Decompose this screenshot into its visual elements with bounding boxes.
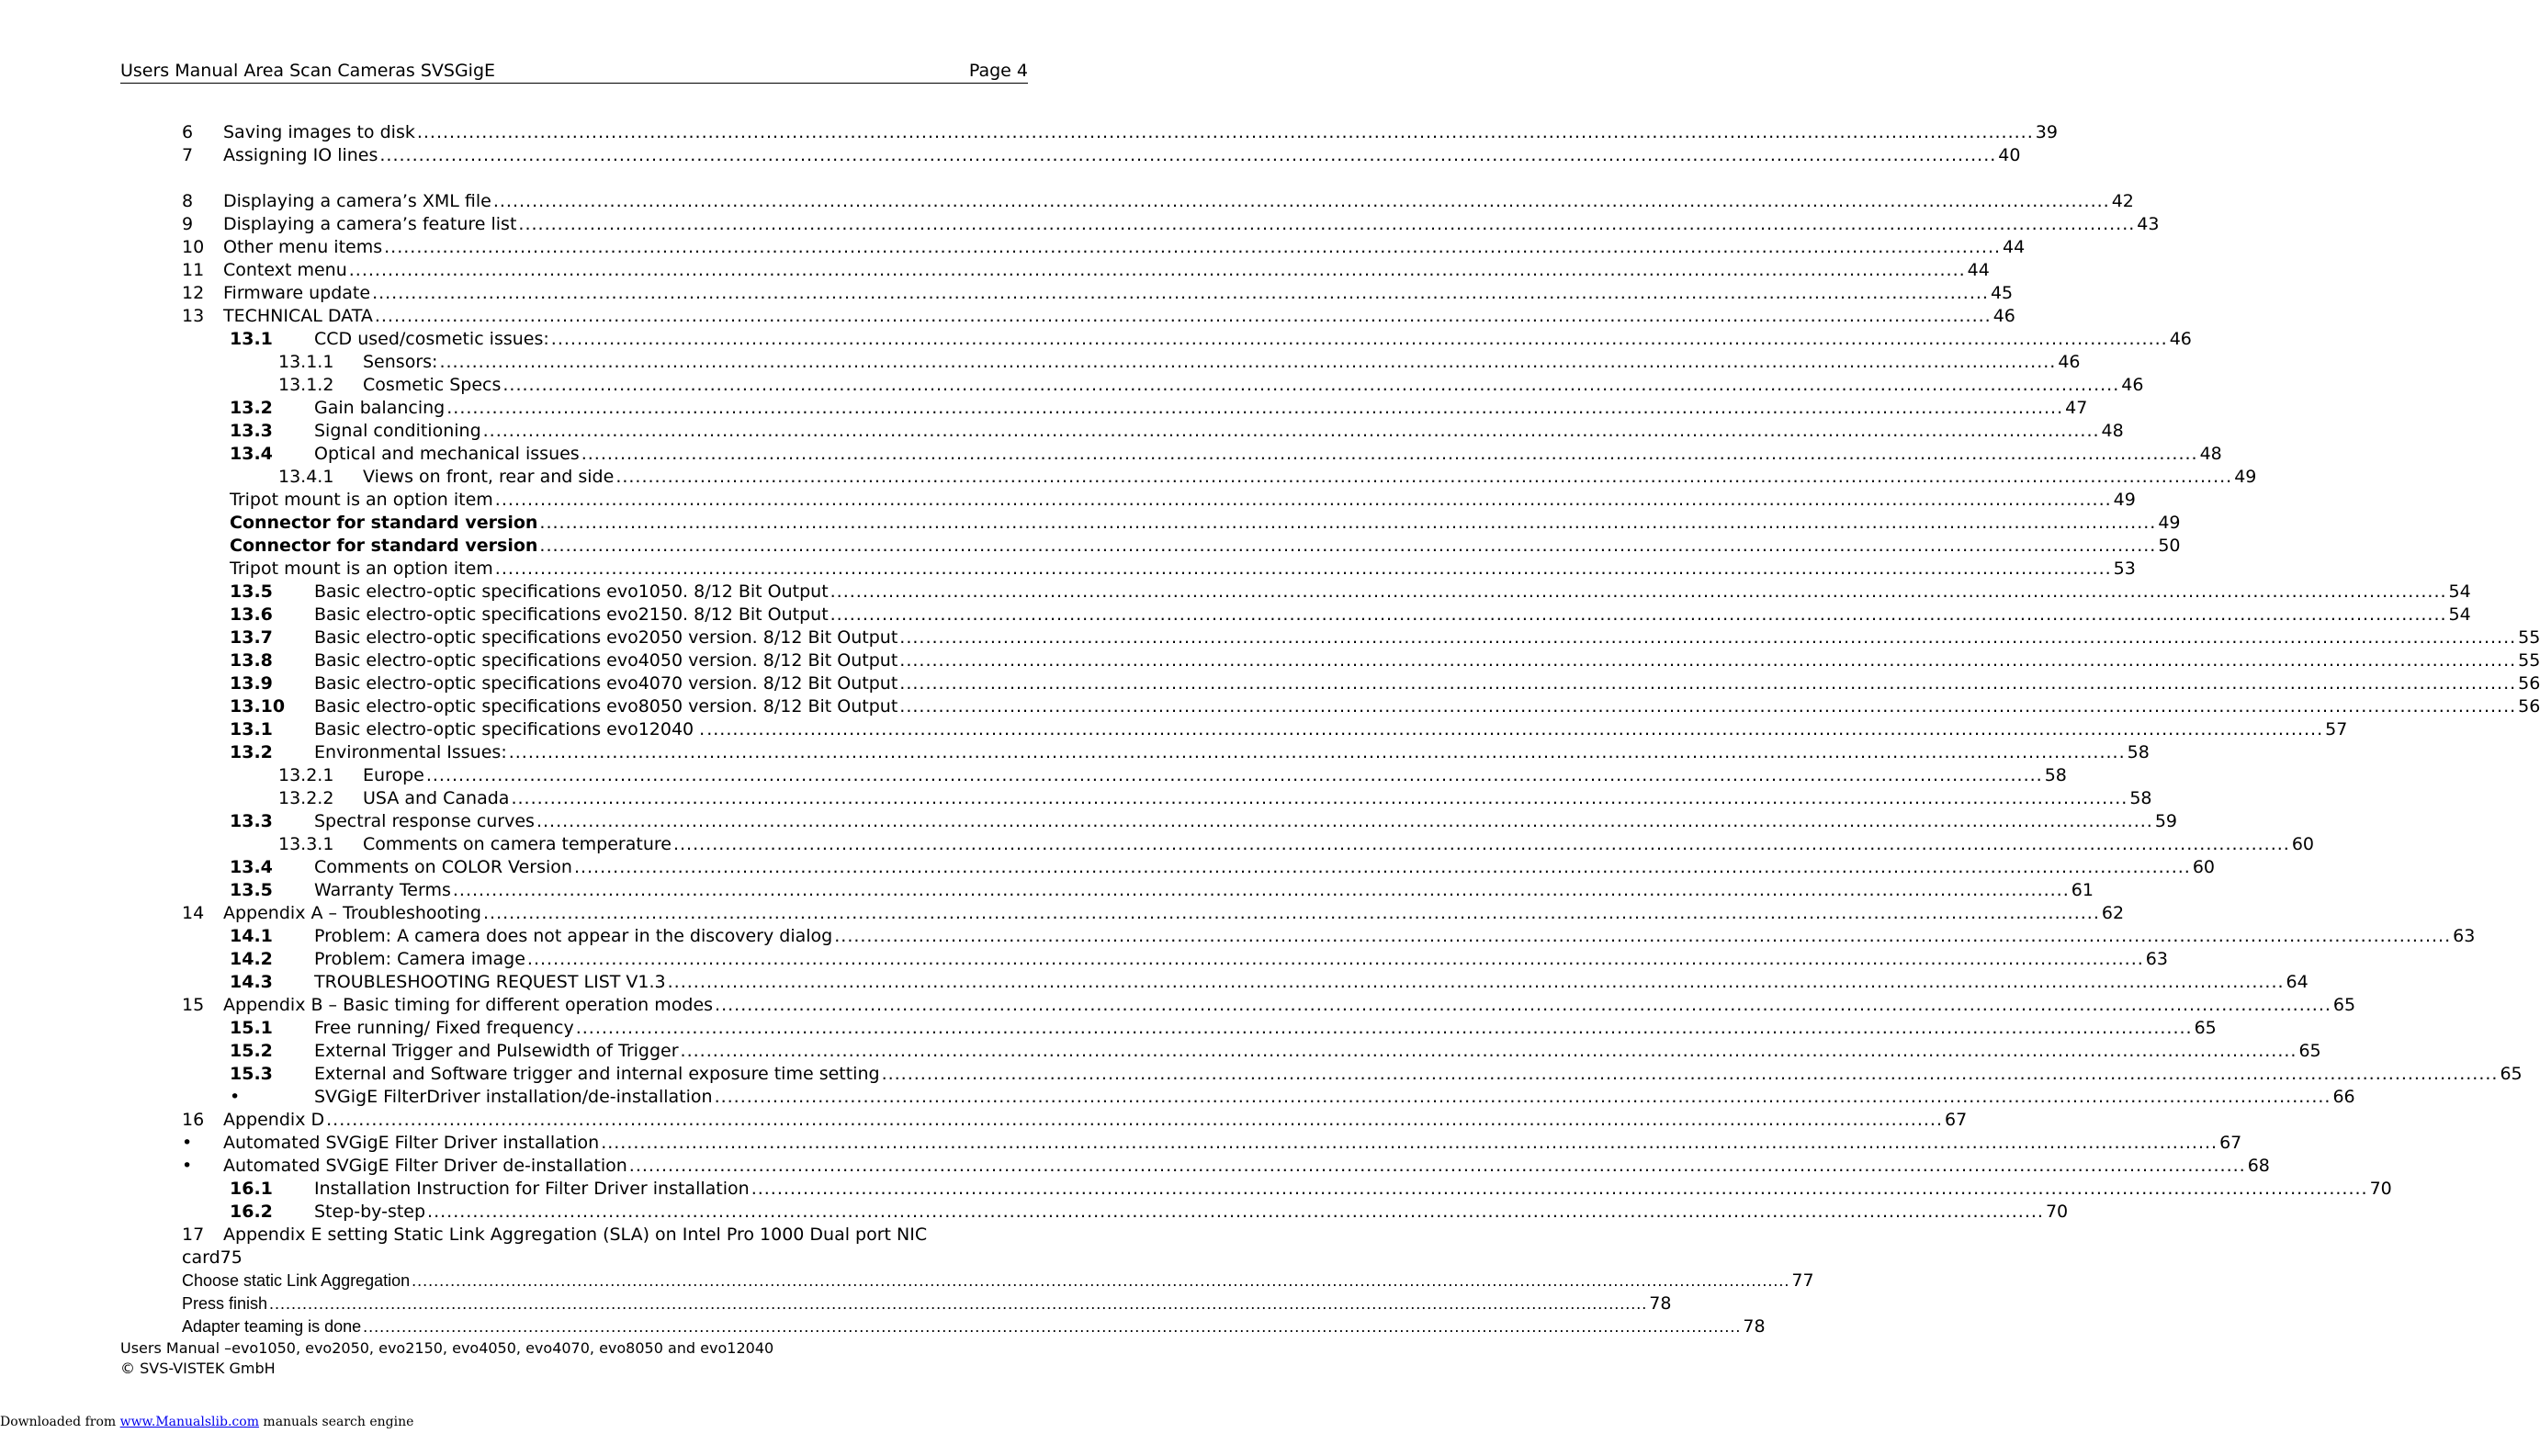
toc-page: 75: [220, 1247, 243, 1268]
toc-page: 64: [2286, 972, 2309, 992]
toc-number: 13.1.1: [278, 352, 334, 372]
toc-page: 66: [2332, 1087, 2355, 1107]
toc-title: Basic electro-optic specifications evo1050. 8/12 Bit Output: [314, 581, 829, 602]
toc-entry[interactable]: [278, 466, 2257, 489]
toc-title: Appendix E setting Static Link Aggregation (SLA) on Intel Pro 1000 Dual port NIC: [223, 1225, 928, 1245]
footer-copyright: © SVS-VISTEK GmbH: [120, 1360, 276, 1377]
toc-entry[interactable]: [230, 741, 2150, 764]
toc-entry[interactable]: [278, 787, 2152, 810]
toc-leader: [615, 466, 2232, 489]
toc-page: 63: [2145, 949, 2168, 969]
toc-leader: [417, 121, 2034, 144]
toc-title: Environmental Issues:: [314, 742, 507, 762]
toc-leader: [673, 833, 2290, 856]
toc-page: 49: [2234, 467, 2257, 487]
toc-number: 13.3.1: [278, 834, 334, 854]
toc-title: Choose static Link Aggregation: [182, 1271, 411, 1290]
manualslib-link[interactable]: www.Manualslib.com: [119, 1415, 259, 1429]
toc-page: 50: [2158, 536, 2181, 556]
toc-entry[interactable]: [230, 420, 2124, 443]
toc-page: 65: [2500, 1064, 2523, 1084]
toc-entry[interactable]: [182, 305, 2015, 328]
toc-page: 78: [1743, 1316, 1766, 1337]
toc-title: Displaying a camera’s feature list: [223, 214, 517, 234]
toc-title: Problem: A camera does not appear in the discovery dialog: [314, 926, 833, 946]
toc-title: Views on front, rear and side: [363, 467, 615, 487]
toc-title: Firmware update: [223, 283, 371, 303]
toc-entry[interactable]: [230, 604, 2471, 626]
toc-entry[interactable]: [230, 856, 2216, 879]
download-prefix: Downloaded from: [0, 1415, 120, 1429]
toc-page: 48: [2101, 421, 2124, 441]
toc-leader: [509, 741, 2126, 764]
toc-number: 13.2.1: [278, 765, 334, 785]
toc-entry[interactable]: [182, 1132, 2242, 1155]
toc-leader: [384, 236, 2001, 259]
toc-leader: [372, 282, 1989, 305]
toc-page: 48: [2199, 444, 2222, 464]
toc-number: 14.2: [230, 949, 273, 969]
toc-leader: [495, 558, 2112, 581]
toc-number: 13.2: [230, 398, 273, 418]
toc-number: 13.4: [230, 444, 273, 464]
toc-page: 39: [2035, 122, 2058, 142]
toc-leader: [483, 420, 2100, 443]
toc-page: 53: [2113, 559, 2136, 579]
toc-entry[interactable]: [182, 259, 1990, 282]
toc-title: Basic electro-optic specifications evo2050 version. 8/12 Bit Output: [314, 627, 898, 648]
toc-entry[interactable]: [230, 879, 2094, 902]
toc-title: Appendix A – Troubleshooting: [223, 903, 481, 923]
toc-title: Appendix D: [223, 1110, 325, 1130]
toc-leader: [581, 443, 2198, 466]
toc-title: Signal conditioning: [314, 421, 481, 441]
toc-page: 58: [2044, 765, 2067, 785]
toc-entry[interactable]: [230, 512, 2181, 535]
toc-entry[interactable]: [230, 948, 2168, 971]
toc-page: 61: [2071, 880, 2094, 900]
toc-title: Comments on COLOR Version: [314, 857, 572, 877]
toc-title: Basic electro-optic specifications evo12040 .: [314, 719, 706, 739]
toc-title: Press finish: [182, 1294, 268, 1313]
toc-entry[interactable]: [230, 672, 2540, 695]
toc-leader: [426, 764, 2043, 787]
toc-leader: [495, 489, 2112, 512]
toc-number: 13.1.2: [278, 375, 334, 395]
toc-entry[interactable]: [182, 1315, 1766, 1338]
download-notice: [0, 1415, 413, 1429]
toc-leader: [551, 328, 2168, 351]
toc-number: 14: [182, 903, 205, 923]
toc-title: Free running/ Fixed frequency: [314, 1018, 574, 1038]
header-page-number: Page 4: [968, 61, 1028, 81]
toc-page: 60: [2192, 857, 2216, 877]
toc-entry[interactable]: [278, 351, 2081, 374]
toc-entry[interactable]: [230, 558, 2136, 581]
toc-page: 47: [2065, 398, 2088, 418]
toc-entry[interactable]: [182, 1155, 2270, 1178]
toc-title: Europe: [363, 765, 424, 785]
toc-leader: [502, 374, 2119, 397]
toc-leader: [882, 1063, 2499, 1086]
bullet-icon: •: [182, 1156, 193, 1176]
toc-leader: [375, 305, 1992, 328]
toc-number: 16.2: [230, 1202, 273, 1222]
toc-page: 62: [2101, 903, 2125, 923]
toc-wrapped-line: [182, 1224, 1028, 1247]
toc-entry[interactable]: [182, 1292, 1672, 1315]
toc-entry[interactable]: [230, 810, 2178, 833]
toc-number: 13.3: [230, 811, 273, 831]
toc-entry[interactable]: [230, 328, 2192, 351]
toc-page: 54: [2448, 581, 2471, 602]
toc-entry[interactable]: [230, 489, 2136, 512]
toc-page: 60: [2291, 834, 2315, 854]
toc-title: External Trigger and Pulsewidth of Trigger: [314, 1041, 679, 1061]
toc-entry[interactable]: [182, 902, 2125, 925]
toc-page: 65: [2194, 1018, 2217, 1038]
toc-title: Tripot mount is an option item: [230, 559, 493, 579]
toc-leader: [518, 213, 2135, 236]
toc-number: 10: [182, 237, 205, 257]
toc-leader: [349, 259, 1966, 282]
toc-entry[interactable]: [230, 626, 2540, 649]
toc-entry-wrapped[interactable]: [182, 1224, 1028, 1270]
toc-leader: [899, 672, 2516, 695]
page-footer: [120, 1338, 773, 1379]
toc-entry[interactable]: [230, 925, 2476, 948]
toc-entry[interactable]: [182, 282, 2014, 305]
toc-title: Warranty Terms: [314, 880, 451, 900]
toc-leader: [706, 718, 2323, 741]
toc-page: 58: [2129, 788, 2152, 808]
toc-number: 11: [182, 260, 205, 280]
toc-page: 49: [2158, 513, 2181, 533]
toc-entry[interactable]: [230, 443, 2222, 466]
toc-title: Basic electro-optic specifications evo4050 version. 8/12 Bit Output: [314, 650, 898, 671]
toc-leader: [427, 1201, 2044, 1224]
toc-entry[interactable]: [230, 1017, 2217, 1040]
toc-entry[interactable]: [230, 1086, 2355, 1109]
toc-title: Context menu: [223, 260, 347, 280]
toc-page: 56: [2518, 696, 2540, 717]
toc-page: 65: [2332, 995, 2356, 1015]
toc-leader: [668, 971, 2285, 994]
toc-title: Saving images to disk: [223, 122, 415, 142]
toc-number: 14.1: [230, 926, 273, 946]
toc-number: 13.5: [230, 581, 273, 602]
toc-title: TECHNICAL DATA: [223, 306, 373, 326]
toc-page: 40: [1998, 145, 2021, 165]
toc-title: Step-by-step: [314, 1202, 426, 1222]
toc-title: Basic electro-optic specifications evo8050 version. 8/12 Bit Output: [314, 696, 898, 717]
page-header: [120, 61, 1028, 84]
toc-leader: [715, 994, 2331, 1017]
toc-page: 70: [2045, 1202, 2069, 1222]
toc-leader: [629, 1155, 2246, 1178]
toc-entry[interactable]: [182, 1109, 1968, 1132]
toc-number: 13.8: [230, 650, 273, 671]
toc-title: SVGigE FilterDriver installation/de-installation: [314, 1087, 713, 1107]
toc-entry[interactable]: [230, 649, 2540, 672]
toc-entry[interactable]: [230, 718, 2348, 741]
toc-leader: [539, 535, 2156, 558]
toc-number: 13.5: [230, 880, 273, 900]
toc-leader: [483, 902, 2100, 925]
toc-page: 65: [2298, 1041, 2321, 1061]
toc-number: 13: [182, 306, 205, 326]
toc-entry[interactable]: [182, 144, 2021, 167]
header-title: Users Manual Area Scan Cameras SVSGigE: [120, 61, 496, 81]
toc-title: Comments on camera temperature: [363, 834, 672, 854]
toc-page: 55: [2518, 650, 2540, 671]
toc-leader: [326, 1109, 1943, 1132]
toc-title: Installation Instruction for Filter Driver installation: [314, 1179, 750, 1199]
toc-page: 46: [2169, 329, 2192, 349]
toc-page: 78: [1649, 1293, 1672, 1314]
toc-entry[interactable]: [230, 1201, 2069, 1224]
toc-entry[interactable]: [182, 190, 2134, 213]
toc-leader: [439, 351, 2056, 374]
toc-leader: [830, 581, 2447, 604]
toc-number: 16: [182, 1110, 205, 1130]
toc-leader: [269, 1292, 1647, 1315]
toc-title: Basic electro-optic specifications evo4070 version. 8/12 Bit Output: [314, 673, 898, 694]
toc-title: Optical and mechanical issues: [314, 444, 580, 464]
toc-leader: [899, 626, 2516, 649]
toc-page: 58: [2127, 742, 2150, 762]
toc-title: Cosmetic Specs: [363, 375, 502, 395]
toc-entry[interactable]: [278, 833, 2315, 856]
toc-page: 44: [1967, 260, 1990, 280]
toc-entry[interactable]: [230, 581, 2471, 604]
toc-entry[interactable]: [278, 764, 2067, 787]
toc-title: Problem: Camera image: [314, 949, 525, 969]
toc-entry[interactable]: [230, 1040, 2321, 1063]
toc-leader: [379, 144, 1996, 167]
toc-number: 7: [182, 145, 194, 165]
toc-number: 13.6: [230, 604, 273, 625]
toc-number: 13.4.1: [278, 467, 334, 487]
toc-wrapped-line: [182, 1247, 1028, 1270]
toc-page: 49: [2113, 490, 2136, 510]
toc-title: Automated SVGigE Filter Driver de-installation: [223, 1156, 627, 1176]
toc-entry[interactable]: [230, 1178, 2392, 1201]
toc-leader: [751, 1178, 2368, 1201]
toc-number: 15.1: [230, 1018, 273, 1038]
toc-leader: [363, 1315, 1741, 1338]
toc-page: 67: [1945, 1110, 1968, 1130]
toc-title-continued: card: [182, 1247, 220, 1268]
toc-page: 70: [2369, 1179, 2392, 1199]
toc-number: 13.3: [230, 421, 273, 441]
toc-leader: [539, 512, 2156, 535]
toc-leader: [493, 190, 2110, 213]
toc-entry[interactable]: [230, 397, 2088, 420]
toc-title: Automated SVGigE Filter Driver installation: [223, 1133, 600, 1153]
toc-title: External and Software trigger and internal exposure time setting: [314, 1064, 880, 1084]
toc-entry[interactable]: [230, 535, 2181, 558]
toc-entry[interactable]: [230, 1063, 2523, 1086]
toc-leader: [899, 649, 2516, 672]
toc-title: Gain balancing: [314, 398, 446, 418]
toc-page: 45: [1990, 283, 2014, 303]
download-suffix: manuals search engine: [258, 1415, 414, 1429]
toc-title: Spectral response curves: [314, 811, 535, 831]
toc-entry[interactable]: [182, 121, 2058, 144]
toc-leader: [576, 1017, 2193, 1040]
toc-page: 46: [1992, 306, 2015, 326]
toc-page: 59: [2154, 811, 2178, 831]
toc-title: TROUBLESHOOTING REQUEST LIST V1.3: [314, 972, 666, 992]
toc-leader: [681, 1040, 2297, 1063]
toc-page: 42: [2111, 191, 2134, 211]
bullet-icon: •: [230, 1087, 241, 1107]
toc-title: Assigning IO lines: [223, 145, 378, 165]
toc-number: 13.10: [230, 696, 286, 717]
toc-leader: [899, 695, 2516, 718]
toc-leader: [453, 879, 2070, 902]
toc-page: 56: [2518, 673, 2540, 694]
toc-entry[interactable]: [182, 1270, 1814, 1292]
toc-number: 16.1: [230, 1179, 273, 1199]
toc-page: 57: [2325, 719, 2348, 739]
toc-leader: [527, 948, 2144, 971]
toc-number: 15: [182, 995, 205, 1015]
toc-number: 6: [182, 122, 194, 142]
toc-leader: [412, 1270, 1789, 1292]
bullet-icon: •: [182, 1133, 193, 1153]
toc-entry[interactable]: [182, 236, 2026, 259]
toc-number: 13.4: [230, 857, 273, 877]
toc-page: 44: [2003, 237, 2026, 257]
toc-number: 13.7: [230, 627, 273, 648]
toc-title: Sensors:: [363, 352, 438, 372]
toc-number: 13.1: [230, 719, 273, 739]
toc-leader: [601, 1132, 2218, 1155]
toc-leader: [511, 787, 2128, 810]
toc-page: 77: [1791, 1270, 1814, 1291]
toc-entry[interactable]: [278, 374, 2144, 397]
toc-title: Connector for standard version: [230, 513, 538, 533]
toc-page: 55: [2518, 627, 2540, 648]
toc-number: 13.9: [230, 673, 273, 694]
toc-title: Tripot mount is an option item: [230, 490, 493, 510]
toc-leader: [715, 1086, 2331, 1109]
toc-number: 15.2: [230, 1041, 273, 1061]
toc-entry[interactable]: [182, 213, 2160, 236]
toc-entry[interactable]: [230, 971, 2309, 994]
toc-leader: [536, 810, 2153, 833]
toc-number: 12: [182, 283, 205, 303]
toc-page: 63: [2453, 926, 2476, 946]
toc-leader: [830, 604, 2447, 626]
footer-manual-title: Users Manual –evo1050, evo2050, evo2150, evo4050, evo4070, evo8050 and evo12040: [120, 1339, 774, 1357]
toc-leader: [446, 397, 2063, 420]
toc-leader: [574, 856, 2191, 879]
toc-number: 8: [182, 191, 194, 211]
toc-title: Connector for standard version: [230, 536, 538, 556]
toc-title: Adapter teaming is done: [182, 1317, 362, 1336]
toc-title: Appendix B – Basic timing for different operation modes: [223, 995, 714, 1015]
toc-entry[interactable]: [182, 994, 2356, 1017]
toc-leader: [834, 925, 2451, 948]
toc-page: 43: [2137, 214, 2160, 234]
toc-number: 13.2.2: [278, 788, 334, 808]
toc-entry[interactable]: [230, 695, 2540, 718]
toc-title: Basic electro-optic specifications evo2150. 8/12 Bit Output: [314, 604, 829, 625]
toc-number: 15.3: [230, 1064, 273, 1084]
toc-title: Other menu items: [223, 237, 383, 257]
toc-page: 68: [2247, 1156, 2270, 1176]
toc-page: 54: [2448, 604, 2471, 625]
toc-title: Displaying a camera’s XML file: [223, 191, 491, 211]
toc-number: 13.1: [230, 329, 273, 349]
toc-page: 46: [2121, 375, 2144, 395]
toc-number: 9: [182, 214, 194, 234]
toc-number: 13.2: [230, 742, 273, 762]
toc-number: 17: [182, 1225, 205, 1245]
toc-title: USA and Canada: [363, 788, 510, 808]
toc-title: CCD used/cosmetic issues:: [314, 329, 549, 349]
toc-number: 14.3: [230, 972, 273, 992]
toc-page: 46: [2058, 352, 2081, 372]
toc-page: 67: [2219, 1133, 2242, 1153]
